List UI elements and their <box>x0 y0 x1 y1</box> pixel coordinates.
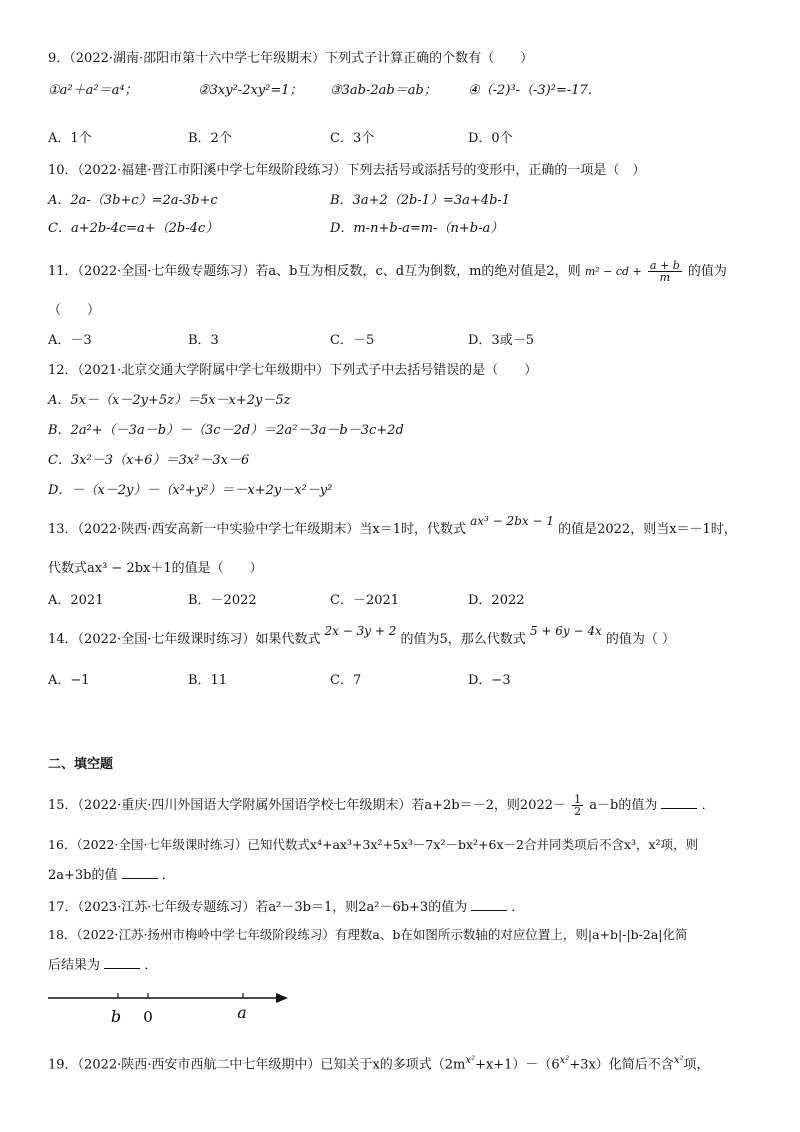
q13-option-a[interactable]: A．2021 <box>48 593 104 608</box>
q18-line2: 后结果为 <box>48 958 101 973</box>
q19-sup-1: x² <box>465 1055 475 1066</box>
q9-item-2: ②3xy²-2xy²=1； <box>198 83 303 98</box>
q14-option-a[interactable]: A．−1 <box>48 673 90 688</box>
q17-stem: 17．（2023·江苏·七年级专题练习）若a²－3b＝1，则2a²－6b+3的值为 <box>48 900 468 915</box>
q13-stem: 13．（2022·陕西·西安高新一中实验中学七年级期末）当x＝1时，代数式 <box>48 522 466 537</box>
q15-end: a－b的值为 <box>589 798 658 813</box>
q16-period: ． <box>161 868 175 883</box>
q15-answer-blank[interactable] <box>661 796 697 809</box>
number-line-figure <box>48 988 298 1033</box>
q11-stem-line <box>48 260 760 283</box>
q19-sup-3: x² <box>673 1055 684 1066</box>
q14-option-b[interactable]: B．11 <box>188 673 228 688</box>
q16-line1: 16．（2022·全国·七年级课时练习）已知代数式x⁴+ax³+3x²+5x³－7x²－bx²+6x－2合并同类项后不含x³，x²项，则 <box>48 837 699 852</box>
q11-stem-end: 的值为 <box>687 264 727 279</box>
q15-period: ． <box>701 798 715 813</box>
q11-paren: （ ） <box>48 303 101 318</box>
q15-line <box>48 794 760 817</box>
q16-line2-wrap <box>48 866 760 885</box>
q11-frac-num: a + b <box>649 259 680 272</box>
q15-stem: 15．（2022·重庆·四川外国语大学附属外国语学校七年级期末）若a+2b＝－2，则2022－ <box>48 798 566 813</box>
q19-end: 项， <box>683 1057 710 1073</box>
q9-option-b[interactable]: B．2个 <box>188 131 232 146</box>
q13-stem-mid: 的值是2022，则当x＝－1时， <box>558 522 737 537</box>
q11-expr: m² − cd + <box>584 265 642 278</box>
number-line-arrow-icon <box>276 993 288 1003</box>
q11-option-b[interactable]: B．3 <box>188 333 219 348</box>
q10-stem: 10．（2022·福建·晋江市阳溪中学七年级阶段练习）下列去括号或添括号的变形中，正确的一项是（ ） <box>48 163 646 178</box>
q17-line <box>48 898 760 917</box>
q14-end: 的值为（ ） <box>605 632 676 647</box>
q19-mid-2: +3x）化简后不含 <box>569 1057 674 1073</box>
q14-mid: 的值为5，那么代数式 <box>400 632 526 647</box>
q18-period: ． <box>144 958 158 973</box>
number-line-label-0: 0 <box>143 1008 153 1026</box>
q9-item-4: ④（-2)³-（-3)²=-17． <box>468 83 601 98</box>
q11-fraction <box>648 260 682 283</box>
q13-stem-line <box>48 514 760 539</box>
q11-stem: 11．（2022·全国·七年级专题练习）若a、b互为相反数，c、d互为倒数，m的绝对值是2，则 <box>48 264 581 279</box>
q9-item-3: ③3ab-2ab＝ab； <box>330 83 437 98</box>
q16-line2: 2a+3b的值 <box>48 868 118 883</box>
q10-option-c[interactable]: C．a+2b-4c=a+（2b-4c） <box>48 221 219 236</box>
section-title-fill-in: 二、填空题 <box>48 757 114 772</box>
q13-option-b[interactable]: B．－2022 <box>188 593 257 608</box>
q9-stem: 9．（2022·湖南·邵阳市第十六中学七年级期末）下列式子计算正确的个数有（ ） <box>48 51 534 66</box>
q19-line <box>48 1052 760 1074</box>
q10-option-a[interactable]: A．2a-（3b+c）=2a-3b+c <box>48 193 218 208</box>
number-line-label-a: a <box>237 1003 247 1022</box>
q17-answer-blank[interactable] <box>471 898 507 911</box>
q13-option-d[interactable]: D．2022 <box>468 593 525 608</box>
q12-option-c[interactable]: C．3x²－3（x+6）＝3x²－3x－6 <box>48 453 250 468</box>
q15-fraction <box>572 794 583 817</box>
q11-frac-den: m <box>659 271 671 284</box>
q14-stem-line <box>48 624 760 649</box>
q15-frac-num: 1 <box>574 793 582 806</box>
q9-option-a[interactable]: A．1个 <box>48 131 92 146</box>
q12-option-b[interactable]: B．2a²+（－3a－b）－（3c－2d）＝2a²－3a－b－3c+2d <box>48 423 404 438</box>
q11-option-d[interactable]: D．3或－5 <box>468 333 534 348</box>
q19-stem: 19．（2022·陕西·西安市西航二中七年级期中）已知关于x的多项式（2m <box>48 1057 466 1073</box>
q18-line2-wrap <box>48 956 760 975</box>
q14-option-c[interactable]: C．7 <box>330 673 362 688</box>
q10-option-d[interactable]: D．m-n+b-a=m-（n+b-a） <box>330 221 504 236</box>
q19-mid-1: +x+1）－（6 <box>474 1057 560 1073</box>
q14-stem: 14．（2022·全国·七年级课时练习）如果代数式 <box>48 632 321 647</box>
q12-stem: 12．（2021·北京交通大学附属中学七年级期中）下列式子中去括号错误的是（ ） <box>48 363 538 378</box>
q9-item-1: ①a²＋a²＝a⁴； <box>48 83 138 98</box>
q14-option-d[interactable]: D．−3 <box>468 673 511 688</box>
q12-option-d[interactable]: D．－（x－2y）－（x²+y²）＝－x+2y－x²－y² <box>48 483 333 498</box>
q17-period: ． <box>511 900 525 915</box>
q12-option-a[interactable]: A．5x－（x－2y+5z）＝5x－x+2y－5z <box>48 393 291 408</box>
q11-option-a[interactable]: A．－3 <box>48 333 92 348</box>
q14-expr2: 5 + 6y − 4x <box>529 624 602 638</box>
q18-line1: 18．（2022·江苏·扬州市梅岭中学七年级阶段练习）有理数a、b在如图所示数轴的对应位置上，则|a+b|-|b-2a|化简 <box>48 927 688 942</box>
q10-option-b[interactable]: B．3a+2（2b-1）=3a+4b-1 <box>330 193 511 208</box>
q11-option-c[interactable]: C．－5 <box>330 333 375 348</box>
q15-frac-den: 2 <box>574 805 582 818</box>
q16-answer-blank[interactable] <box>122 866 158 879</box>
q9-option-d[interactable]: D．0个 <box>468 131 513 146</box>
q13-expr: ax³ − 2bx − 1 <box>470 514 554 528</box>
q19-sup-2: x² <box>559 1055 570 1066</box>
q13-line2: 代数式ax³ − 2bx＋1的值是（ ） <box>48 561 263 576</box>
q18-answer-blank[interactable] <box>104 956 140 969</box>
q13-option-c[interactable]: C．－2021 <box>330 593 400 608</box>
q14-expr1: 2x − 3y + 2 <box>324 624 397 638</box>
q9-option-c[interactable]: C．3个 <box>330 131 375 146</box>
number-line-label-b: b <box>110 1007 122 1026</box>
